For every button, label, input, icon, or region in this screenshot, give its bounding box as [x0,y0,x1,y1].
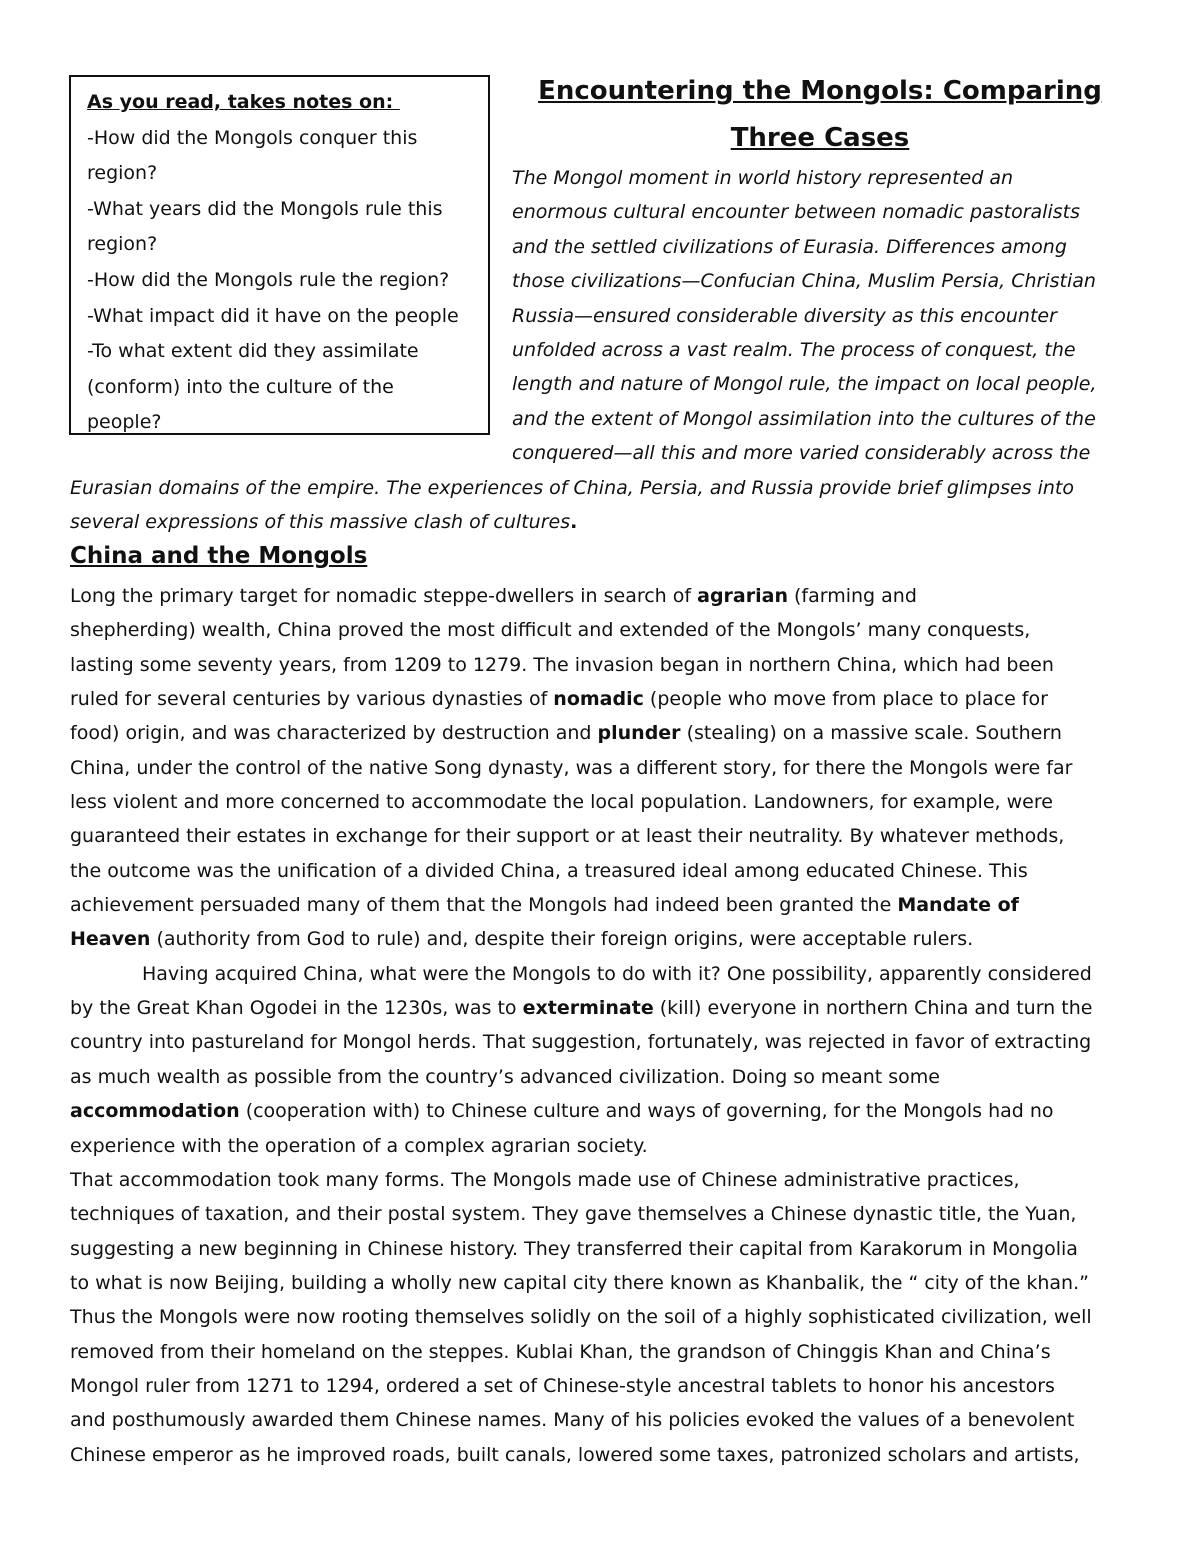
text-run: ruled for several centuries by various dynasties of [70,688,554,711]
text-run: (people who move from place to place for [643,688,1048,711]
body-line: as much wealth as possible from the country’s advanced civilization. Doing so meant some [70,1065,940,1088]
body-line: to what is now Beijing, building a wholly new capital city there known as Khanbalik, the “ city of the khan.” [70,1271,1089,1294]
text-run: (authority from God to rule) and, despite their foreign origins, were acceptable rulers. [150,928,974,951]
bold-term: agrarian [697,585,788,607]
body-line [70,1094,1140,1128]
body-line: techniques of taxation, and their postal system. They gave themselves a Chinese dynastic title, the Yuan, [70,1203,1077,1226]
body-line: Having acquired China, what were the Mongols to do with it? One possibility, apparently considered [142,962,1092,985]
bold-term: exterminate [522,997,654,1020]
body-line [70,991,1140,1025]
intro-line: Eurasian domains of the empire. The experiences of China, Persia, and Russia provide brief glimpses into [70,476,1074,499]
body-line: China, under the control of the native Song dynasty, was a different story, for there the Mongols were far [70,756,1073,779]
section-heading: China and the Mongols [70,543,368,569]
body-line [70,888,1140,922]
body-line: guaranteed their estates in exchange for their support or at least their neutrality. By whatever methods, [70,825,1065,848]
notes-item: -How did the Mongols conquer this [87,126,418,149]
notes-item: region? [87,233,158,256]
intro-line: and the extent of Mongol assimilation into the cultures of the [512,407,1096,430]
body-line: shepherding) wealth, China proved the most difficult and extended of the Mongols’ many conquests, [70,619,1031,642]
intro-line: those civilizations—Confucian China, Muslim Persia, Christian [512,270,1096,293]
body-line: Mongol ruler from 1271 to 1294, ordered a set of Chinese-style ancestral tablets to honor his ancestors [70,1374,1055,1397]
text-run: achievement persuaded many of them that the Mongols had indeed been granted the [70,894,898,917]
notes-heading: As you read, takes notes on: [87,91,400,113]
body-line: and posthumously awarded them Chinese names. Many of his policies evoked the values of a benevolent [70,1409,1075,1432]
notes-item: (conform) into the culture of the [87,375,394,398]
intro-line: length and nature of Mongol rule, the impact on local people, [512,373,1097,396]
title-line-2: Three Cases [730,123,910,153]
notes-item: region? [87,162,158,185]
notes-item: -How did the Mongols rule the region? [87,268,450,291]
bold-term: accommodation [70,1100,240,1123]
intro-line: enormous cultural encounter between nomadic pastoralists [512,201,1080,224]
body-line: suggesting a new beginning in Chinese history. They transferred their capital from Karakorum in Mongolia [70,1237,1078,1260]
text-run: (farming and [787,585,917,607]
body-line: lasting some seventy years, from 1209 to 1279. The invasion began in northern China, which had been [70,653,1054,676]
title-line-1: Encountering the Mongols: Comparing [538,76,1102,106]
body-line: That accommodation took many forms. The Mongols made use of Chinese administrative practices, [70,1168,1020,1191]
body-line: Thus the Mongols were now rooting themselves solidly on the soil of a highly sophisticated civilization, well [70,1306,1092,1329]
text-run: by the Great Khan Ogodei in the 1230s, was to [70,997,523,1020]
notes-item: -To what extent did they assimilate [87,340,419,363]
intro-paragraph [70,161,1140,539]
intro-line: Russia—ensured considerable diversity as this encounter [512,304,1057,327]
body-line [70,579,1140,613]
body-line [70,682,1140,716]
text-run: Long the primary target for nomadic steppe-dwellers in search of [70,585,698,607]
text-run: (kill) everyone in northern China and turn the [653,997,1093,1020]
bold-term: Mandate of [897,894,1019,917]
bold-term: plunder [597,722,681,745]
intro-text: several expressions of this massive clash of cultures [70,511,571,534]
body-text [70,579,1140,1472]
notes-item: people? [87,411,162,434]
intro-line-last [70,505,1140,539]
intro-line: and the settled civilizations of Eurasia. Differences among [512,235,1067,258]
body-line: removed from their homeland on the steppes. Kublai Khan, the grandson of Chinggis Khan and China’s [70,1340,1051,1363]
body-line: the outcome was the unification of a divided China, a treasured ideal among educated Chinese. This [70,859,1028,882]
text-run: (stealing) on a massive scale. Southern [680,722,1062,745]
bold-term: nomadic [553,688,644,711]
body-line [70,922,1140,956]
bold-term: Heaven [70,928,151,951]
text-run: (cooperation with) to Chinese culture and ways of governing, for the Mongols had no [239,1100,1054,1123]
notes-item: -What years did the Mongols rule this [87,197,443,220]
intro-line: The Mongol moment in world history represented an [512,167,1014,189]
notes-item: -What impact did it have on the people [87,304,459,327]
body-line: less violent and more concerned to accommodate the local population. Landowners, for example, were [70,791,1053,814]
text-run: food) origin, and was characterized by destruction and [70,722,598,745]
intro-line: unfolded across a vast realm. The process of conquest, the [512,339,1076,362]
intro-line: conquered—all this and more varied considerably across the [512,442,1091,465]
document-title [506,68,1134,162]
body-line: country into pastureland for Mongol herds. That suggestion, fortunately, was rejected in favor of extracting [70,1031,1092,1054]
body-line [70,716,1140,750]
intro-period: . [570,511,578,534]
body-line: experience with the operation of a complex agrarian society. [70,1134,648,1157]
body-line: Chinese emperor as he improved roads, built canals, lowered some taxes, patronized scholars and artists, [70,1443,1080,1466]
